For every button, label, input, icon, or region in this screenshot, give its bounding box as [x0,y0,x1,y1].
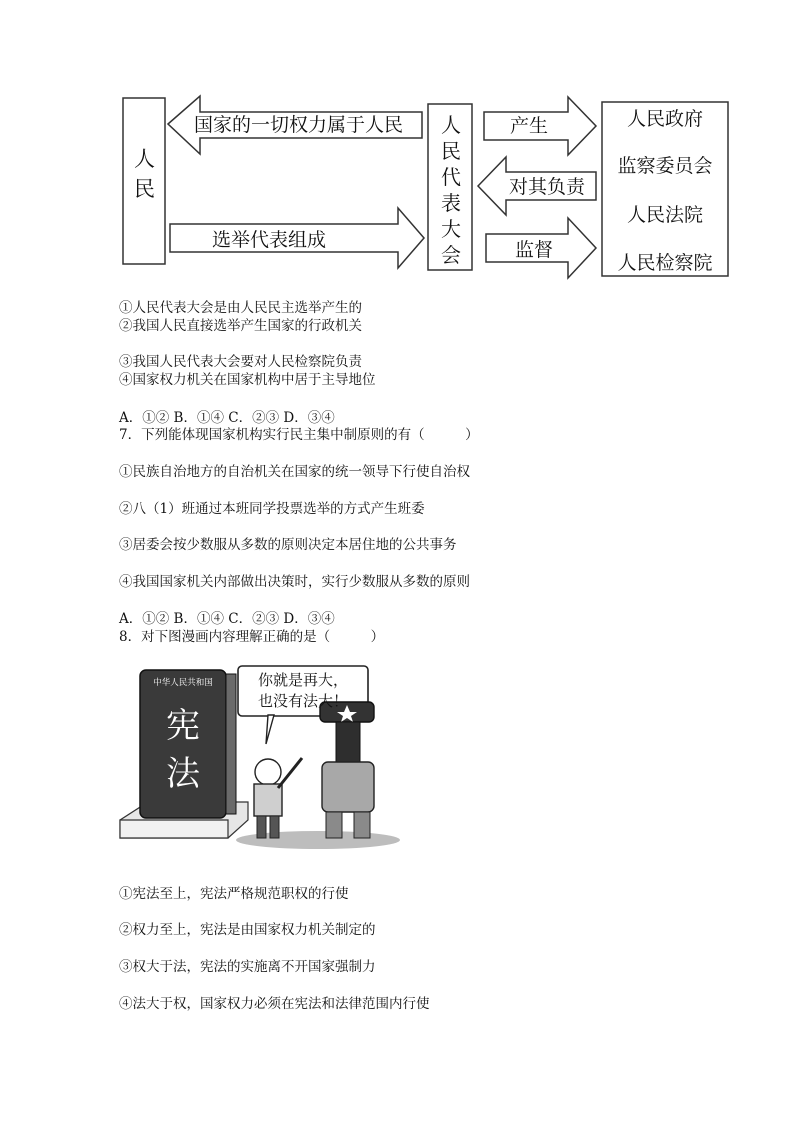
power-structure-diagram [0,0,794,290]
speech-line-2: 也没有法大！ [257,692,348,710]
arrow-elect-label: 选举代表组成 [212,229,327,251]
q7-option-1: ①民族自治地方的自治机关在国家的统一领导下行使自治权 [119,464,470,480]
constitution-cartoon [118,662,402,850]
diagram-shapes [0,0,794,290]
arrow-power-label: 国家的一切权力属于人民 [194,114,404,136]
q7-option-4: ④我国国家机关内部做出决策时，实行少数服从多数的原则 [119,574,470,590]
q6-option-1: ①人民代表大会是由人民民主选举产生的 [119,300,362,316]
organ-supervision: 监察委员会 [617,155,713,177]
q7-option-3: ③居委会按少数服从多数的原则决定本居住地的公共事务 [119,537,457,553]
q7-answers: A．①② B．①④ C．②③ D．③④ [119,611,335,627]
q8-option-2: ②权力至上，宪法是由国家权力机关制定的 [119,922,376,938]
q6-option-4: ④国家权力机关在国家机构中居于主导地位 [119,372,376,388]
q6-option-3: ③我国人民代表大会要对人民检察院负责 [119,354,362,370]
organ-government: 人民政府 [626,108,703,130]
q8-stem: 8．对下图漫画内容理解正确的是（ ） [119,629,385,645]
arrow-responsible-label: 对其负责 [509,176,586,198]
organ-procuratorate: 人民检察院 [617,252,713,274]
q6-answers: A．①② B．①④ C．②③ D．③④ [119,410,335,426]
q6-option-2: ②我国人民直接选举产生国家的行政机关 [119,318,362,334]
book-top-text: 中华人民共和国 [153,678,213,688]
q8-option-4: ④法大于权，国家权力必须在宪法和法律范围内行使 [119,996,430,1012]
people-label: 人民 [134,147,169,201]
q7-stem: 7．下列能体现国家机构实行民主集中制原则的有（ ） [119,427,479,443]
q7-option-2: ②八（1）班通过本班同学投票选举的方式产生班委 [119,501,425,517]
q8-option-3: ③权大于法，宪法的实施离不开国家强制力 [119,959,376,975]
book-title-2: 法 [166,754,200,794]
q8-option-1: ①宪法至上，宪法严格规范职权的行使 [119,886,349,902]
arrow-produce-label: 产生 [510,115,549,137]
speech-line-1: 你就是再大， [257,671,348,689]
book-title-1: 宪 [166,706,200,746]
organ-court: 人民法院 [626,204,703,226]
npc-label: 人民代表大会 [441,113,461,267]
arrow-supervise-label: 监督 [515,239,554,261]
